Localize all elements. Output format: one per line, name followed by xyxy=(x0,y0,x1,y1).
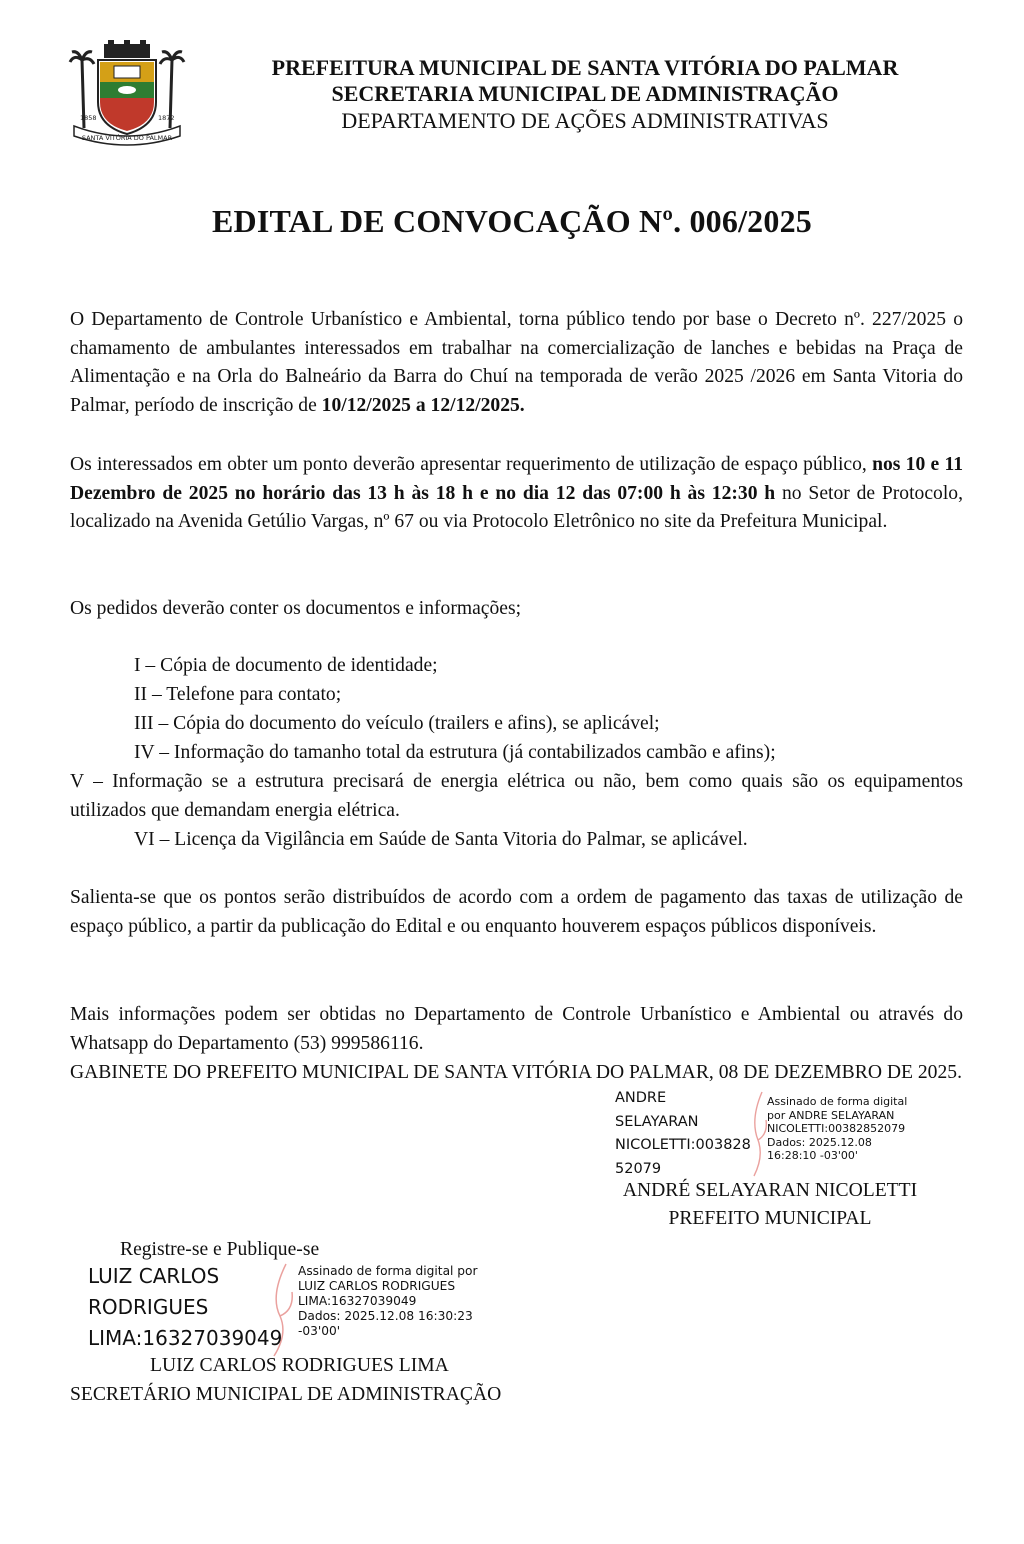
digital-signature-info-secretary: Assinado de forma digital por LUIZ CARLOS RODRIGUES LIMA:16327039049 Dados: 2025.12.08 16:30:23 -03'00' xyxy=(298,1264,478,1338)
paragraph-documents: Os pedidos deverão conter os documentos e informações; xyxy=(70,598,522,619)
paragraph-gabinete: GABINETE DO PREFEITO MUNICIPAL DE SANTA VITÓRIA DO PALMAR, 08 DE DEZEMBRO DE 2025. xyxy=(70,1062,962,1083)
digital-signature-stamp-mayor: ANDRE SELAYARAN NICOLETTI:003828 52079 xyxy=(615,1090,751,1177)
mayor-role: PREFEITO MUNICIPAL xyxy=(668,1208,872,1229)
header-prefeitura: PREFEITURA MUNICIPAL DE SANTA VITÓRIA DO PALMAR xyxy=(271,55,899,80)
secretary-name: LUIZ CARLOS RODRIGUES LIMA xyxy=(150,1355,449,1376)
paragraph-intro: O Departamento de Controle Urbanístico e Ambiental, torna público tendo por base o Decreto nº. 227/2025 o chamamento de ambulantes interessados em trabalhar na comercialização de lanches e bebidas na Praça de Alimentação e na Orla do Balneário da Barra do Chuí na temporada de verão 2025 /2026 em Santa Vitoria do Palmar, período de inscrição de 10/12/2025 a 12/12/2025. xyxy=(70,309,963,416)
list-item: IV – Informação do tamanho total da estrutura (já contabilizados cambão e afins); xyxy=(134,742,776,763)
digital-signature-info-mayor: Assinado de forma digital por ANDRE SELAYARAN NICOLETTI:00382852079 Dados: 2025.12.08 16:28:10 -03'00' xyxy=(767,1095,908,1162)
mayor-name: ANDRÉ SELAYARAN NICOLETTI xyxy=(622,1180,918,1201)
svg-text:SANTA VITÓRIA DO PALMAR: SANTA VITÓRIA DO PALMAR xyxy=(81,134,173,142)
document-title: EDITAL DE CONVOCAÇÃO Nº. 006/2025 xyxy=(212,203,812,239)
digital-signature-stamp-secretary: LUIZ CARLOS RODRIGUES LIMA:16327039049 xyxy=(88,1264,283,1350)
secretary-role: SECRETÁRIO MUNICIPAL DE ADMINISTRAÇÃO xyxy=(70,1384,502,1405)
list-item: II – Telefone para contato; xyxy=(134,684,342,705)
list-item: VI – Licença da Vigilância em Saúde de Santa Vitoria do Palmar, se aplicável. xyxy=(134,829,748,850)
svg-text:1872: 1872 xyxy=(158,114,175,122)
paragraph-requirements: Os interessados em obter um ponto deverão apresentar requerimento de utilização de espaço público, nos 10 e 11 Dezembro de 2025 no horário das 13 h às 18 h e no dia 12 das 07:00 h às 12:30 h no Setor de Protocolo, localizado na Avenida Getúlio Vargas, nº 67 ou via Protocolo Eletrônico no site da Prefeitura Municipal. xyxy=(70,454,963,533)
svg-text:1858: 1858 xyxy=(80,114,97,122)
municipal-crest-logo xyxy=(68,40,186,146)
signature-mark-icon xyxy=(262,1262,302,1358)
header-secretaria: SECRETARIA MUNICIPAL DE ADMINISTRAÇÃO xyxy=(331,81,839,106)
register-publish-note: Registre-se e Publique-se xyxy=(120,1239,320,1260)
paragraph-distribution: Salienta-se que os pontos serão distribuídos de acordo com a ordem de pagamento das taxas de utilização de espaço público, a partir da publicação do Edital e ou enquanto houverem espaços públicos disponíveis. xyxy=(70,887,963,937)
list-item: V – Informação se a estrutura precisará de energia elétrica ou não, bem como quais são os equipamentos utilizados que demandam energia elétrica. xyxy=(70,771,963,821)
paragraph-information: Mais informações podem ser obtidas no Departamento de Controle Urbanístico e Ambiental ou através do Whatsapp do Departamento (53) 999586116. xyxy=(70,1004,963,1054)
header-departamento: DEPARTAMENTO DE AÇÕES ADMINISTRATIVAS xyxy=(341,108,829,133)
list-item: I – Cópia de documento de identidade; xyxy=(134,655,438,676)
list-item: III – Cópia do documento do veículo (trailers e afins), se aplicável; xyxy=(134,713,660,734)
